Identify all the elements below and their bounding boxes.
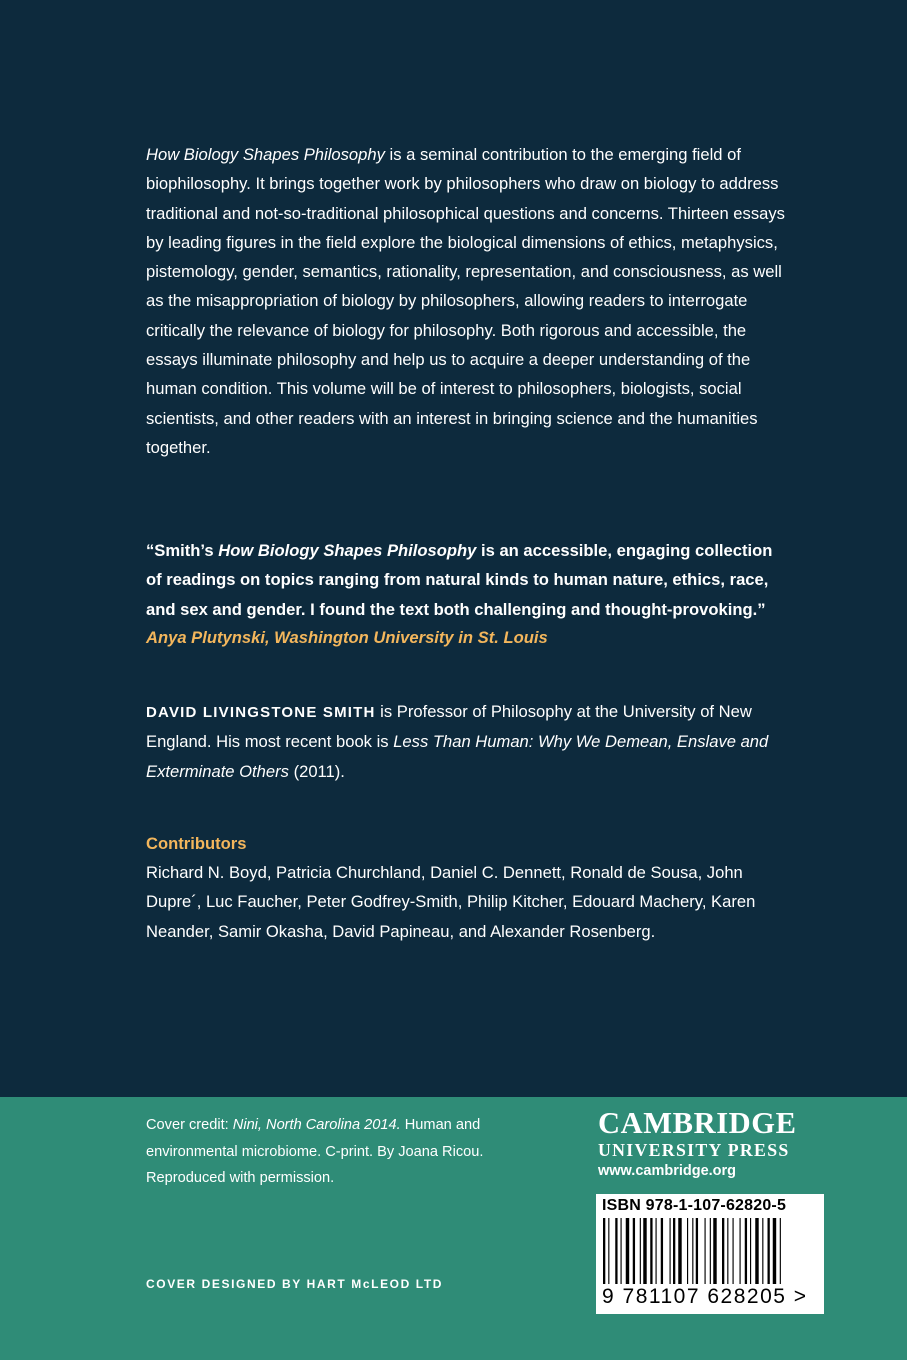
book-title: How Biology Shapes Philosophy — [146, 145, 385, 164]
description-text: is a seminal contribution to the emerging field of biophilosophy. It brings together work by philosophers who draw on biology to address traditional and not-so-traditional philosophical questions and concerns. Thirteen essays by leading figures in the field explore the biological dimensions of ethics, metaphysics, pistemology, gender, semantics, rationality, representation, and consciousness, as well as the misappropriation of biology by philosophers, allowing readers to interrogate critically the relevance of biology for philosophy. Both rigorous and accessible, the essays illuminate philosophy and help us to acquire a deeper understanding of the human condition. This volume will be of interest to philosophers, biologists, social scientists, and other readers with an interest in bringing science and the humanities together. — [146, 145, 785, 457]
author-book-title: Less Than Human: Why We Demean, Enslave and Exterminate Others — [146, 732, 769, 781]
publisher-press: UNIVERSITY PRESS — [598, 1140, 790, 1160]
quote-book-title: How Biology Shapes Philosophy — [218, 541, 477, 560]
contributors-heading: Contributors — [146, 834, 247, 853]
cover-credit-title: Nini, North Carolina 2014. — [232, 1117, 401, 1133]
author-book-year: (2011). — [288, 761, 345, 781]
cover-credit-text: Human and environmental microbiome. C-print. By Joana Ricou. Reproduced with permission. — [146, 1117, 484, 1186]
cover-credit — [146, 1112, 526, 1192]
barcode-icon — [602, 1218, 816, 1284]
publisher-logo — [598, 1106, 824, 1179]
publisher-website: www.cambridge.org — [598, 1163, 737, 1179]
contributors-list: Richard N. Boyd, Patricia Churchland, Daniel C. Dennett, Ronald de Sousa, John Dupre´, Luc Faucher, Peter Godfrey-Smith, Philip Kitcher, Edouard Machery, Karen Neander, Samir Okasha, David Papineau, and Alexander Rosenberg. — [146, 863, 756, 941]
author-name: DAVID LIVINGSTONE SMITH — [146, 704, 376, 721]
book-description — [146, 140, 786, 462]
cover-credit-label: Cover credit: — [146, 1117, 233, 1133]
barcode-panel — [596, 1194, 824, 1314]
barcode-digits: 9 781107 628205 > — [602, 1285, 808, 1308]
isbn-label: ISBN 978-1-107-62820-5 — [602, 1197, 787, 1214]
publisher-name: CAMBRIDGE — [598, 1106, 797, 1140]
review-attribution: Anya Plutynski, Washington University in St. Louis — [146, 628, 548, 647]
quote-text: is an accessible, engaging collection of readings on topics ranging from natural kinds to human nature, ethics, race, and sex and gender. I found the text both challenging and thought-provoking.” — [146, 541, 773, 619]
author-text: is Professor of Philosophy at the University of New England. His most recent book is — [146, 702, 752, 752]
cover-designer: COVER DESIGNED BY HART McLEOD LTD — [146, 1277, 444, 1291]
review-quote — [146, 536, 786, 624]
quote-open: “Smith’s — [146, 541, 219, 560]
author-bio — [146, 697, 786, 786]
